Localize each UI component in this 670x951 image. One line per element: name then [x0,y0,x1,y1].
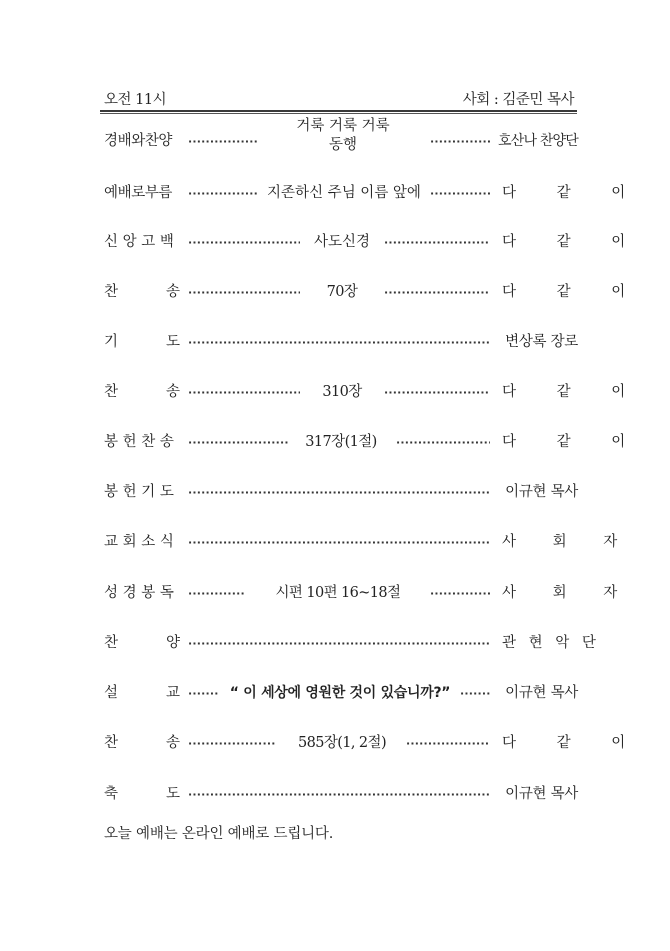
service-presider: 사회 : 김준민 목사 [462,92,574,108]
order-label: 찬 양 [104,635,180,651]
order-label: 찬 송 [104,284,180,300]
dotted-leader [188,178,258,208]
dotted-leader [188,779,490,809]
order-row-creed [104,227,644,257]
order-label: 예배로부름 [104,185,173,201]
order-leader: 이규현 목사 [505,484,578,500]
order-label: 신 앙 고 백 [104,234,174,250]
dotted-leader [384,377,490,407]
order-leader-text: 관 현 악 단 [502,635,600,651]
order-leader-text: 사 회 자 [502,585,634,601]
service-header [104,88,574,110]
order-row-offering-prayer [104,477,578,507]
order-row-praise [104,118,578,156]
dotted-leader [188,728,276,758]
order-label: 설 교 [104,685,180,701]
order-row-hymn-2 [104,377,644,407]
order-leader [502,178,644,208]
order-leader [502,227,644,257]
dotted-leader [188,227,300,257]
order-row-hymn-1 [104,277,644,307]
dotted-leader [188,126,258,156]
sermon-title: “ 이 세상에 영원한 것이 있습니까?” [229,685,451,701]
order-content: 사도신경 [313,234,371,250]
order-content: 70장 [326,284,358,300]
dotted-leader [188,477,490,507]
order-content-line: 동행 [328,137,357,153]
order-leader-text: 다 같 이 [502,384,644,400]
order-leader-text: 다 같 이 [502,735,644,751]
order-row-prayer [104,327,578,357]
order-leader-text: 다 같 이 [502,284,644,300]
order-leader [502,277,644,307]
order-row-call-to-worship [104,178,644,208]
dotted-leader [406,728,490,758]
order-content-line: 거룩 거룩 거룩 [296,118,390,134]
order-row-offering-hymn [104,427,644,457]
order-row-hymn-3 [104,728,644,758]
dotted-leader [188,628,490,658]
order-label: 봉 헌 찬 송 [104,434,174,450]
dotted-leader [188,427,288,457]
dotted-leader [188,578,244,608]
order-leader [502,527,634,557]
dotted-leader [430,578,490,608]
order-leader-text: 다 같 이 [502,434,644,450]
order-label: 찬 송 [104,384,180,400]
order-label: 찬 송 [104,735,180,751]
order-row-praise-orchestra [104,628,600,658]
order-leader: 호산나 찬양단 [498,133,578,149]
order-leader: 이규현 목사 [505,685,578,701]
service-time: 오전 11시 [104,92,167,108]
order-row-church-news [104,527,634,557]
dotted-leader [188,527,490,557]
header-double-rule [100,110,577,114]
dotted-leader [188,277,300,307]
order-label: 교 회 소 식 [104,534,174,550]
dotted-leader [188,327,490,357]
order-leader-text: 다 같 이 [502,185,644,201]
order-content: 310장 [322,384,362,400]
order-label: 기 도 [104,334,180,350]
worship-order-page [104,0,644,951]
dotted-leader [384,277,490,307]
order-label: 경배와찬양 [104,133,173,149]
order-row-scripture-reading [104,578,634,608]
order-leader [502,728,644,758]
order-content: 시편 10편 16~18절 [275,585,401,601]
order-leader [502,578,634,608]
order-leader [502,427,644,457]
dotted-leader [188,377,300,407]
order-leader: 변상록 장로 [505,334,578,350]
order-row-sermon [104,678,578,708]
order-leader: 이규현 목사 [505,786,578,802]
dotted-leader [460,678,490,708]
dotted-leader [430,126,490,156]
online-service-note: 오늘 예배는 온라인 예배로 드립니다. [104,826,334,842]
order-leader [502,377,644,407]
order-leader-text: 다 같 이 [502,234,644,250]
order-leader-text: 사 회 자 [502,534,634,550]
dotted-leader [430,178,490,208]
order-leader [502,628,600,658]
order-content [278,117,408,155]
order-content: 317장(1절) [305,434,377,450]
order-label: 축 도 [104,786,180,802]
order-content: 585장(1, 2절) [297,735,387,751]
dotted-leader [384,227,490,257]
order-content: 지존하신 주님 이름 앞에 [267,185,421,201]
order-label: 봉 헌 기 도 [104,484,174,500]
dotted-leader [188,678,218,708]
order-label: 성 경 봉 독 [104,585,174,601]
order-row-benediction [104,779,578,809]
dotted-leader [396,427,490,457]
